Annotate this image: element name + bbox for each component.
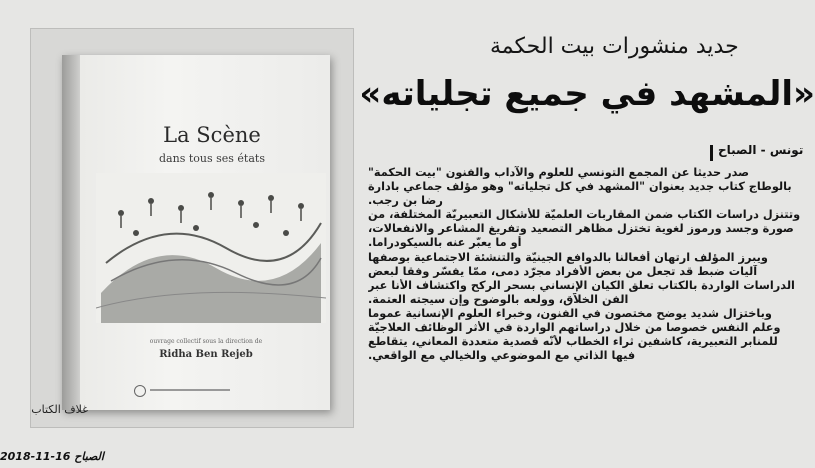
byline-bar [710, 145, 713, 161]
body-line: الدراسات الواردة بالكتاب تعلق الكيان الإنساني بسحر الركح واكتشاف الأنا عبر [368, 278, 795, 292]
body-line: فيها الذاتي مع الموضوعي والخيالي مع الواقعي. [368, 349, 636, 363]
byline: تونس - الصباح [718, 143, 804, 157]
date-stamp: الصباح 16-11-2018 [0, 450, 104, 463]
body-line: صورة وجسد ورموز لغوية تختزل مظاهر التصعيد وتفريغ المشاعر والانفعالات، [368, 222, 794, 236]
publisher-name-line [150, 389, 230, 391]
body-line: وباختزال شديد يوضح مختصون في الفنون، وخبراء العلوم الإنسانية عموما [368, 306, 772, 320]
body-line: صدر حديثا عن المجمع التونسي للعلوم والآداب والفنون "بيت الحكمة" [368, 166, 750, 179]
body-line: وتتنزل دراسات الكتاب ضمن المقاربات العلميّة للأشكال التعبيريّة المختلفة، من [368, 208, 801, 222]
book-cover [62, 55, 330, 410]
body-line: الفن الخلاّق، وولعه بالوضوح وإن سيجته العتمة. [368, 292, 629, 306]
kicker: جديد منشورات بيت الحكمة [490, 34, 739, 59]
body-line: أو ما يعبّر عنه بالسيكودراما. [368, 236, 522, 250]
photo-caption: غلاف الكتاب [31, 403, 88, 416]
book-cover-illustration [96, 173, 326, 323]
body-line: وعلم النفس خصوصا من خلال دراساتهم الواردة في الأثر الوظائف العلاجيّة [368, 321, 781, 335]
body-line: ويبرز المؤلف ارتهان أفعالنا بالدوافع الجينيّة والتنشئة الاجتماعية بوصفها [368, 250, 768, 264]
headline: «المشهد في جميع تجلياته» [359, 74, 815, 114]
body-line: بالوطاج كتاب جديد بعنوان "المشهد في كل تجلياته" وهو مؤلف جماعي بادارة [368, 180, 792, 194]
book-subtitle: dans tous ses états [159, 152, 265, 165]
body-line: رضا بن رجب. [368, 194, 443, 208]
book-author: Ridha Ben Rejeb [159, 349, 253, 360]
publisher-logo-icon [134, 385, 146, 397]
body-line: آليات ضبط قد تجعل من بعض الأفراد مجرّد دمى، ممّا يفسّر وفقا لبعض [368, 264, 758, 278]
book-title: La Scène [163, 123, 261, 147]
book-editor-line: ouvrage collectif sous la direction de [149, 338, 263, 345]
body-line: للمنابر التعبيرية، كاشفين ثراء الخطاب لأنّه قصدية متعددة المعاني، يتقاطع [368, 335, 778, 349]
book-spine [62, 55, 80, 410]
article-body [368, 166, 815, 363]
